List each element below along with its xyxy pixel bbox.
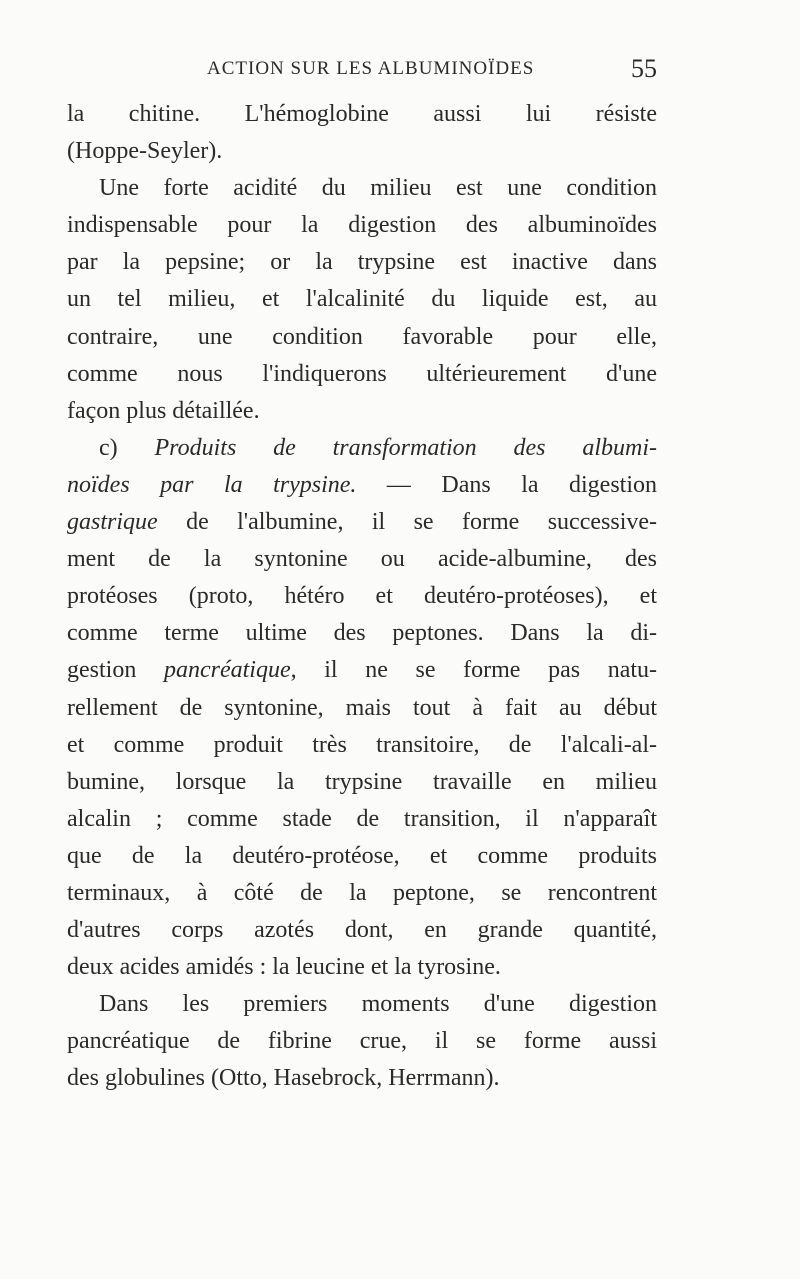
text-line — [67, 764, 657, 801]
italic-span: Produits de transformation des albumi- — [154, 434, 657, 461]
text-line — [67, 467, 657, 504]
text-line — [67, 430, 657, 467]
text-span: ment de la syntonine ou acide-albumine, des — [67, 546, 657, 573]
text-line — [67, 652, 657, 689]
text-line — [67, 356, 657, 393]
text-span: de l'albumine, il se forme successive- — [157, 509, 657, 536]
text-span: — Dans la digestion — [356, 471, 657, 498]
text-line — [67, 727, 657, 764]
text-line — [67, 1023, 657, 1060]
text-span: Dans les premiers moments d'une digestion — [99, 991, 657, 1018]
text-line — [67, 615, 657, 652]
text-span: (Hoppe-Seyler). — [67, 138, 223, 165]
text-line — [67, 96, 657, 133]
text-span: d'autres corps azotés dont, en grande quantité, — [67, 917, 657, 944]
text-line — [67, 319, 657, 356]
text-span: que de la deutéro-protéose, et comme produits — [67, 842, 657, 869]
text-span: bumine, lorsque la trypsine travaille en milieu — [67, 768, 657, 795]
italic-span: noïdes par la trypsine. — [67, 471, 357, 498]
text-span: terminaux, à côté de la peptone, se rencontrent — [67, 879, 657, 906]
text-span: indispensable pour la digestion des albuminoïdes — [67, 212, 657, 239]
body-text — [67, 96, 657, 1098]
text-span: contraire, une condition favorable pour elle, — [67, 323, 657, 350]
text-line — [67, 1060, 657, 1097]
text-span: un tel milieu, et l'alcalinité du liquide est, au — [67, 286, 657, 313]
text-span: c) — [99, 434, 155, 461]
text-line — [67, 801, 657, 838]
text-line — [67, 690, 657, 727]
text-line — [67, 244, 657, 281]
running-header — [207, 54, 657, 83]
text-line — [67, 578, 657, 615]
text-span: par la pepsine; or la trypsine est inactive dans — [67, 249, 657, 276]
text-line — [67, 504, 657, 541]
text-span: comme nous l'indiquerons ultérieurement d'une — [67, 360, 657, 387]
text-span: deux acides amidés : la leucine et la tyrosine. — [67, 954, 501, 981]
text-span: Une forte acidité du milieu est une condition — [99, 175, 657, 202]
page-number: 55 — [631, 54, 657, 83]
italic-span: pancréatique — [163, 657, 291, 684]
text-span: la chitine. L'hémoglobine aussi lui résiste — [67, 101, 657, 127]
text-line — [67, 170, 657, 207]
text-line — [67, 393, 657, 430]
text-span: , il ne se forme pas natu- — [290, 657, 658, 684]
text-span: alcalin ; comme stade de transition, il n'apparaît — [67, 805, 657, 832]
text-span: gestion — [67, 657, 164, 684]
running-title: ACTION SUR LES ALBUMINOÏDES — [207, 58, 535, 79]
text-span: comme terme ultime des peptones. Dans la di- — [67, 620, 657, 647]
text-span: et comme produit très transitoire, de l'alcali-al- — [67, 731, 657, 758]
text-span: protéoses (proto, hétéro et deutéro-protéoses), et — [67, 583, 657, 610]
text-span: façon plus détaillée. — [67, 397, 260, 424]
text-line — [67, 207, 657, 244]
text-line — [67, 949, 657, 986]
text-line — [67, 986, 657, 1023]
text-span: pancréatique de fibrine crue, il se forme aussi — [67, 1028, 657, 1055]
text-span: rellement de syntonine, mais tout à fait au début — [67, 694, 657, 721]
italic-span: gastrique — [67, 509, 158, 536]
text-line — [67, 912, 657, 949]
text-line — [67, 281, 657, 318]
text-span: des globulines (Otto, Hasebrock, Herrmann). — [67, 1065, 500, 1092]
text-line — [67, 133, 657, 170]
text-line — [67, 541, 657, 578]
text-line — [67, 875, 657, 912]
text-line — [67, 838, 657, 875]
